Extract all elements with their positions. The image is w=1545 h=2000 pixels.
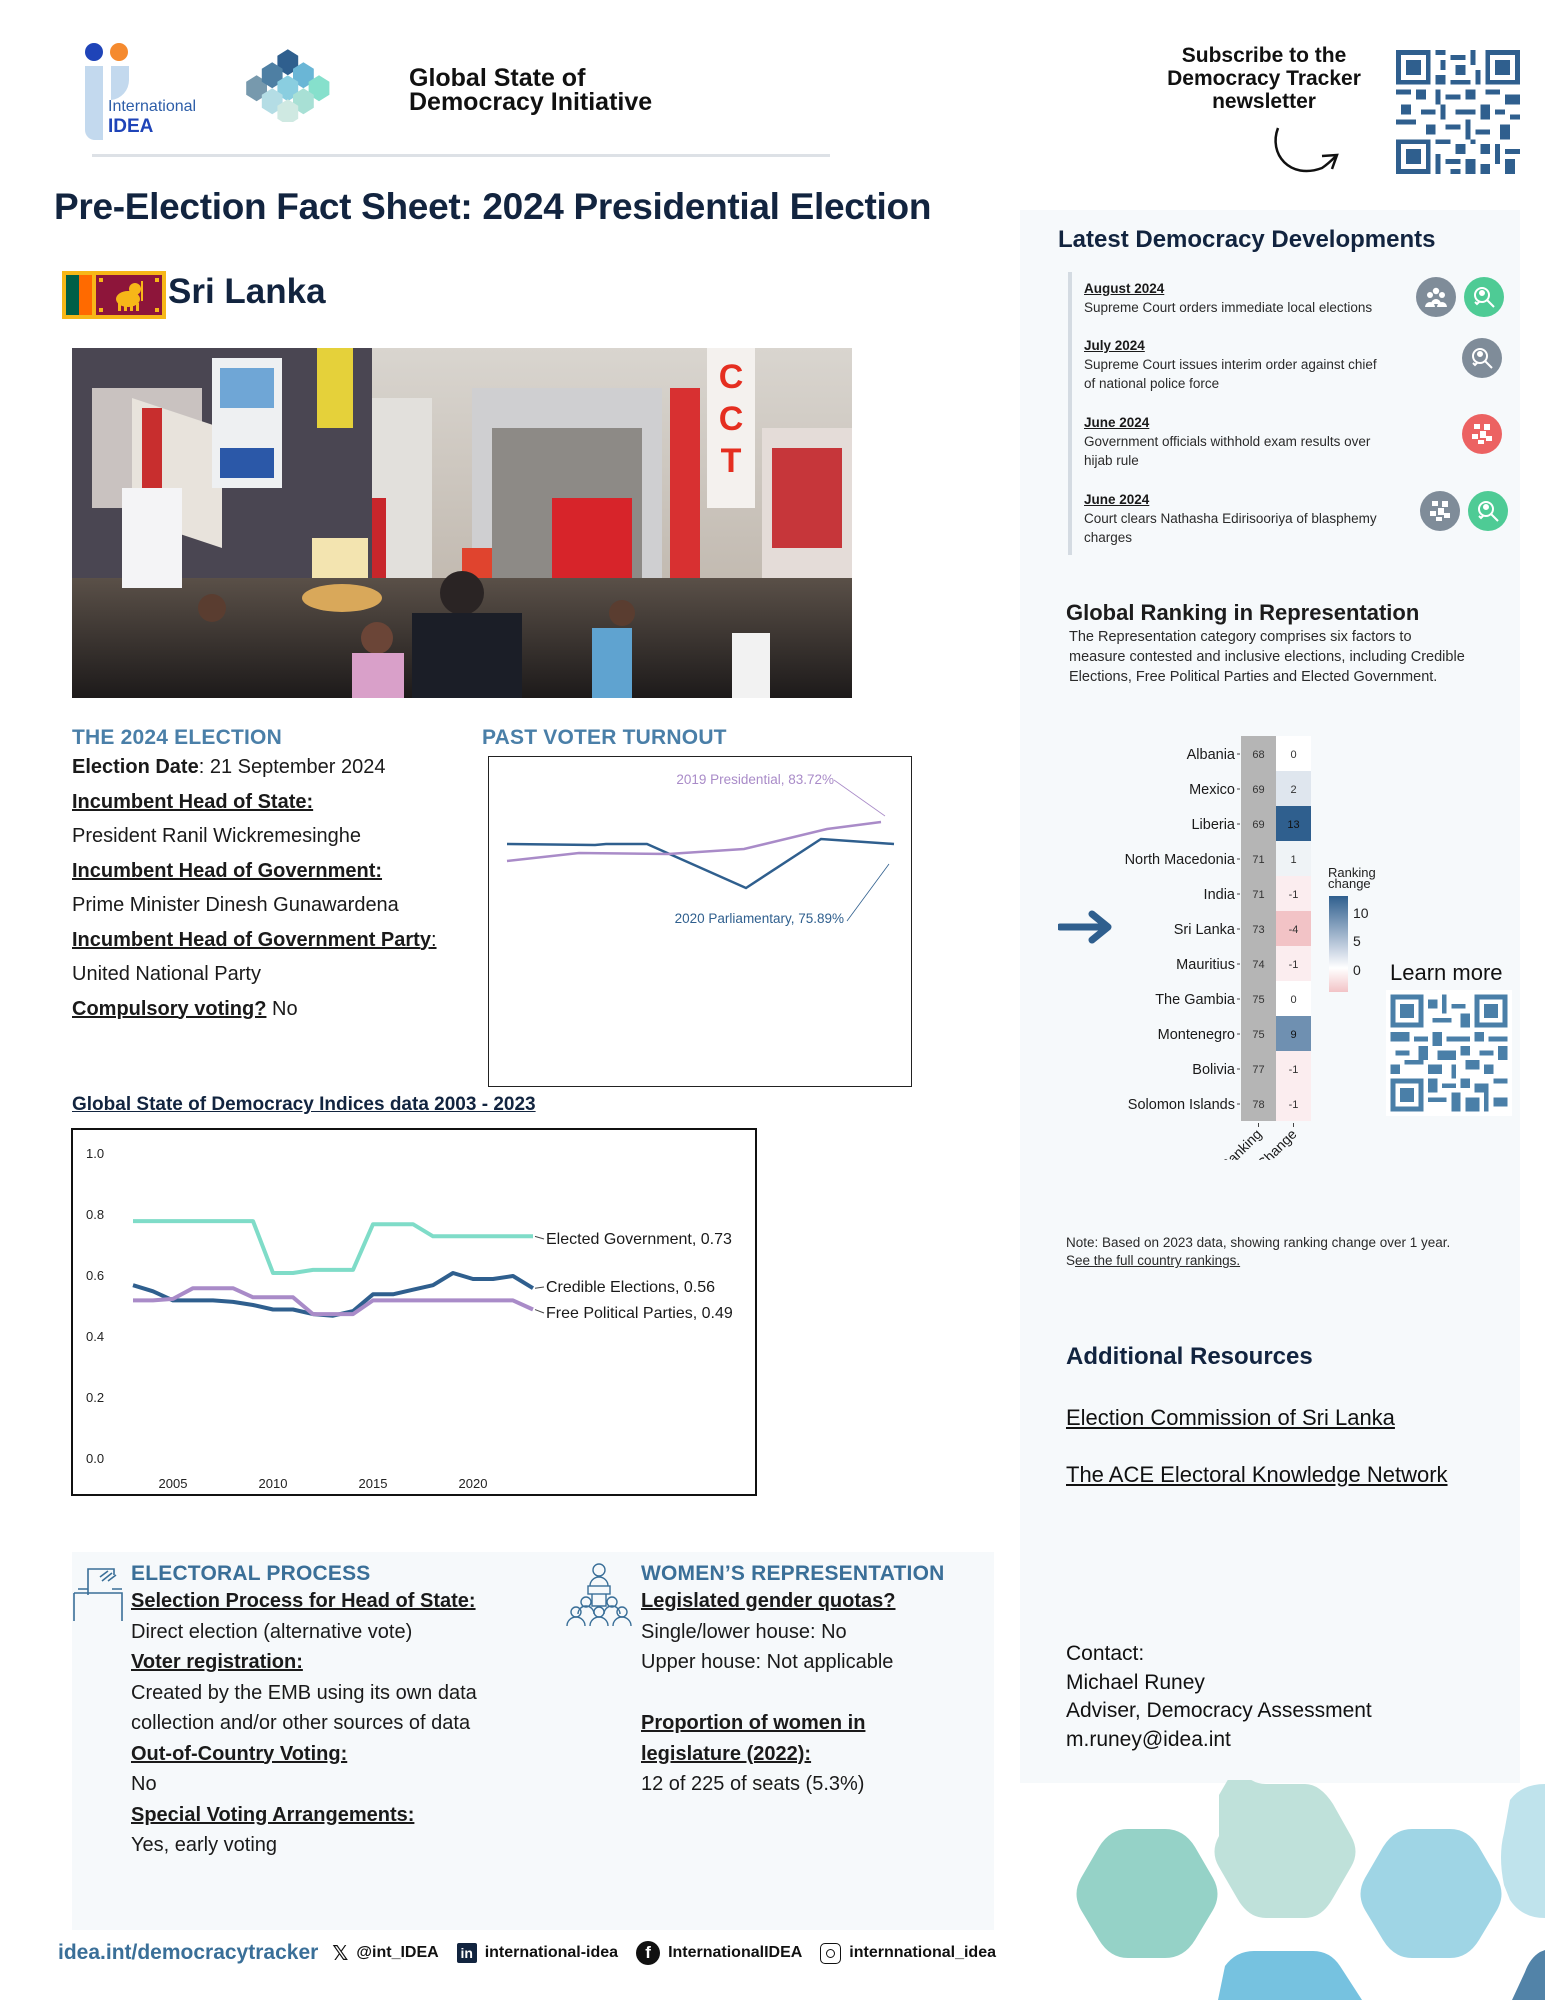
section-heading-electoral-process: ELECTORAL PROCESS xyxy=(131,1562,371,1585)
womens-representation-section xyxy=(641,1562,981,1800)
ranking-cell: 69 xyxy=(1252,819,1265,831)
label-free-political-parties: Free Political Parties, 0.49 xyxy=(546,1305,733,1322)
country-label: India xyxy=(1203,887,1235,903)
ranking-heatmap xyxy=(1040,730,1340,1160)
change-cell: 9 xyxy=(1290,1029,1297,1041)
election-date: Election Date: 21 September 2024 xyxy=(72,756,386,778)
decorative-hexagons xyxy=(1040,1780,1545,2000)
gsod-indices-chart xyxy=(71,1128,757,1496)
country-label: Bolivia xyxy=(1192,1062,1235,1078)
contact-block: Contact: Michael Runey Adviser, Democracy Assessment m.runey@idea.int xyxy=(1066,1640,1372,1754)
inclusive-participation-icon[interactable] xyxy=(1462,414,1502,454)
country-label: Mauritius xyxy=(1176,957,1235,973)
change-cell: 2 xyxy=(1290,784,1297,796)
header-divider xyxy=(92,154,830,157)
development-item[interactable]: July 2024 Supreme Court issues interim order against chief of national police force xyxy=(1084,338,1377,391)
special-arrangements-label: Special Voting Arrangements: xyxy=(131,1803,415,1826)
label-credible-elections: Credible Elections, 0.56 xyxy=(546,1279,715,1296)
head-of-gov-value: Prime Minister Dinesh Gunawardena xyxy=(72,894,399,916)
special-arrangements-value: Yes, early voting xyxy=(131,1834,278,1856)
gender-quota-label: Legislated gender quotas? xyxy=(641,1590,896,1612)
gsod-chart-title[interactable]: Global State of Democracy Indices data 2003 - 2023 xyxy=(72,1094,536,1115)
change-cell: 0 xyxy=(1290,749,1297,761)
country-label: Liberia xyxy=(1191,817,1235,833)
contact-role: Adviser, Democracy Assessment xyxy=(1066,1699,1372,1722)
x-twitter-icon[interactable]: 𝕏 xyxy=(332,1942,349,1965)
credible-elections-line xyxy=(133,1273,533,1316)
contact-name: Michael Runey xyxy=(1066,1670,1205,1694)
development-category-icons xyxy=(1420,491,1508,531)
gov-party-value: United National Party xyxy=(72,963,261,985)
svg-text:T: T xyxy=(720,442,742,480)
ranking-cell: 71 xyxy=(1252,889,1265,901)
newsletter-qr-code[interactable] xyxy=(1396,50,1520,174)
change-cell: -1 xyxy=(1288,1099,1299,1111)
development-category-icons xyxy=(1462,338,1502,378)
ranking-heading: Global Ranking in Representation xyxy=(1066,600,1420,625)
y-tick: 0.8 xyxy=(86,1207,105,1222)
column-label-ranking: Ranking xyxy=(1216,1125,1265,1160)
turnout-chart xyxy=(488,756,912,1087)
sri-lanka-flag-icon xyxy=(62,271,166,319)
country-label: Mexico xyxy=(1189,782,1235,798)
development-category-icons xyxy=(1416,277,1504,317)
change-cell: -4 xyxy=(1288,924,1299,936)
ranking-cell: 75 xyxy=(1252,994,1265,1006)
parliamentary-annotation: 2020 Parliamentary, 75.89% xyxy=(674,911,844,926)
gender-quota-upper-house: Upper house: Not applicable xyxy=(641,1651,894,1673)
change-cell: -1 xyxy=(1288,889,1299,901)
ballot-box-icon xyxy=(72,1563,124,1625)
selection-process-value: Direct election (alternative vote) xyxy=(131,1620,413,1643)
developments-heading: Latest Democracy Developments xyxy=(1058,226,1436,253)
svg-text:0: 0 xyxy=(1353,962,1361,978)
country-label: Solomon Islands xyxy=(1127,1097,1235,1113)
timeline-rail xyxy=(1068,272,1072,555)
resource-link-election-commission[interactable]: Election Commission of Sri Lanka xyxy=(1066,1405,1395,1430)
svg-text:10: 10 xyxy=(1353,905,1369,921)
elected-government-line xyxy=(133,1221,533,1273)
learn-more-label: Learn more xyxy=(1390,960,1503,985)
development-item[interactable]: June 2024 Court clears Nathasha Edirisooriya of blasphemy charges xyxy=(1084,492,1377,545)
election-facts xyxy=(72,726,472,1026)
judicial-independence-icon[interactable] xyxy=(1464,277,1504,317)
out-of-country-label: Out-of-Country Voting: xyxy=(131,1742,348,1765)
resources-heading: Additional Resources xyxy=(1066,1343,1313,1370)
change-cell: -1 xyxy=(1288,1064,1299,1076)
women-speaker-podium-icon xyxy=(566,1562,632,1628)
section-heading-election: THE 2024 ELECTION xyxy=(72,726,282,749)
ranking-note: Note: Based on 2023 data, showing ranking change over 1 year. See the full country rankings. xyxy=(1066,1235,1451,1268)
voter-registration-label: Voter registration: xyxy=(131,1651,303,1673)
contact-email[interactable]: m.runey@idea.int xyxy=(1066,1727,1231,1751)
x-tick: 2020 xyxy=(458,1476,488,1491)
svg-text:Ranking: Ranking xyxy=(1328,865,1376,880)
country-label: Albania xyxy=(1186,747,1235,763)
development-item[interactable]: June 2024 Government officials withhold exam results over hijab rule xyxy=(1084,415,1371,468)
head-of-state-label: Incumbent Head of State: xyxy=(72,790,314,813)
civic-engagement-icon[interactable] xyxy=(1416,277,1456,317)
voter-registration-value-cont: collection and/or other sources of data xyxy=(131,1712,471,1734)
ranking-cell: 75 xyxy=(1252,1029,1265,1041)
out-of-country-value: No xyxy=(131,1773,157,1795)
x-handle[interactable]: @int_IDEA xyxy=(356,1944,439,1961)
x-tick: 2005 xyxy=(158,1476,188,1491)
change-cell: 0 xyxy=(1290,994,1297,1006)
y-tick: 0.6 xyxy=(86,1268,105,1283)
x-tick: 2010 xyxy=(258,1476,288,1491)
full-rankings-link[interactable]: ee the full country rankings. xyxy=(1075,1253,1241,1268)
street-scene-photo xyxy=(72,348,852,698)
linkedin-handle[interactable]: international-idea xyxy=(484,1944,619,1961)
ranking-cell: 74 xyxy=(1252,959,1265,971)
ranking-cell: 71 xyxy=(1252,854,1265,866)
svg-text:5: 5 xyxy=(1353,933,1361,949)
facebook-handle[interactable]: InternationalIDEA xyxy=(668,1944,803,1961)
newsletter-cta: Subscribe to the Democracy Tracker newsletter xyxy=(1167,44,1361,113)
svg-text:change: change xyxy=(1328,876,1371,891)
gender-quota-lower-house: Single/lower house: No xyxy=(641,1620,847,1643)
change-cell: -1 xyxy=(1288,959,1299,971)
international-idea-logo: International IDEA xyxy=(82,42,212,142)
y-tick: 1.0 xyxy=(86,1146,105,1161)
country-label: North Macedonia xyxy=(1124,852,1235,868)
ranking-description: The Representation category comprises six factors to measure contested and inclusive elections, including Credible Elections, Free Political Parties and Elected Government. xyxy=(1069,629,1465,685)
learn-more-qr-code[interactable] xyxy=(1386,990,1512,1116)
ranking-cell: 77 xyxy=(1252,1064,1265,1076)
svg-text:C: C xyxy=(718,400,744,438)
column-label-change: Change xyxy=(1253,1125,1300,1160)
y-tick: 0.4 xyxy=(86,1329,105,1344)
country-label: Sri Lanka xyxy=(1173,922,1235,938)
change-cell: 13 xyxy=(1287,819,1300,831)
judicial-independence-icon[interactable] xyxy=(1462,338,1502,378)
gov-party-label: Incumbent Head of Government Party: xyxy=(72,928,437,951)
linkedin-icon[interactable]: in xyxy=(457,1943,477,1963)
ranking-cell: 69 xyxy=(1252,784,1265,796)
x-tick: 2015 xyxy=(358,1476,388,1491)
country-label: The Gambia xyxy=(1155,992,1235,1008)
compulsory-voting: Compulsory voting? No xyxy=(72,997,298,1020)
change-cell: 1 xyxy=(1290,854,1297,866)
presidential-line xyxy=(507,822,881,861)
judicial-independence-icon[interactable] xyxy=(1468,491,1508,531)
head-of-state-value: President Ranil Wickremesinghe xyxy=(72,825,362,847)
section-heading-womens-representation: WOMEN’S REPRESENTATION xyxy=(641,1562,945,1585)
y-tick: 0.2 xyxy=(86,1390,105,1405)
facebook-icon[interactable]: f xyxy=(636,1941,660,1965)
voter-registration-value: Created by the EMB using its own data xyxy=(131,1681,477,1704)
page-title: Pre-Election Fact Sheet: 2024 Presidential Election xyxy=(54,186,932,227)
parliamentary-line xyxy=(507,839,894,888)
democracy-tracker-link[interactable]: idea.int/democracytracker xyxy=(58,1941,319,1964)
svg-text:C: C xyxy=(718,358,744,396)
selection-process-label: Selection Process for Head of State: xyxy=(131,1590,476,1612)
resource-link-ace-network[interactable]: The ACE Electoral Knowledge Network xyxy=(1066,1462,1448,1487)
gsod-hexagon-logo xyxy=(238,48,388,122)
presidential-annotation: 2019 Presidential, 83.72% xyxy=(676,772,834,787)
inclusive-participation-icon[interactable] xyxy=(1420,491,1460,531)
electoral-process-section xyxy=(131,1562,531,1861)
country-label: Montenegro xyxy=(1157,1027,1235,1043)
instagram-icon[interactable] xyxy=(820,1943,841,1964)
curved-arrow-icon xyxy=(1270,124,1350,184)
country-name: Sri Lanka xyxy=(168,272,326,311)
y-tick: 0.0 xyxy=(86,1451,105,1466)
label-elected-government: Elected Government, 0.73 xyxy=(546,1231,732,1248)
women-proportion-value: 12 of 225 of seats (5.3%) xyxy=(641,1773,865,1795)
ranking-cell: 68 xyxy=(1252,749,1265,761)
women-proportion-label: Proportion of women in xyxy=(641,1712,866,1734)
ranking-cell: 73 xyxy=(1252,924,1265,936)
instagram-handle[interactable]: internnational_idea xyxy=(849,1944,996,1961)
head-of-gov-label: Incumbent Head of Government: xyxy=(72,859,383,882)
development-category-icons xyxy=(1462,414,1502,454)
development-item[interactable]: August 2024 Supreme Court orders immediate local elections xyxy=(1084,281,1373,315)
women-proportion-label-cont: legislature (2022): xyxy=(641,1742,812,1765)
ranking-cell: 78 xyxy=(1252,1099,1265,1111)
initiative-title: Global State of Democracy Initiative xyxy=(409,64,653,116)
footer-social-bar xyxy=(58,1938,1006,1968)
section-heading-turnout: PAST VOTER TURNOUT xyxy=(482,726,727,749)
